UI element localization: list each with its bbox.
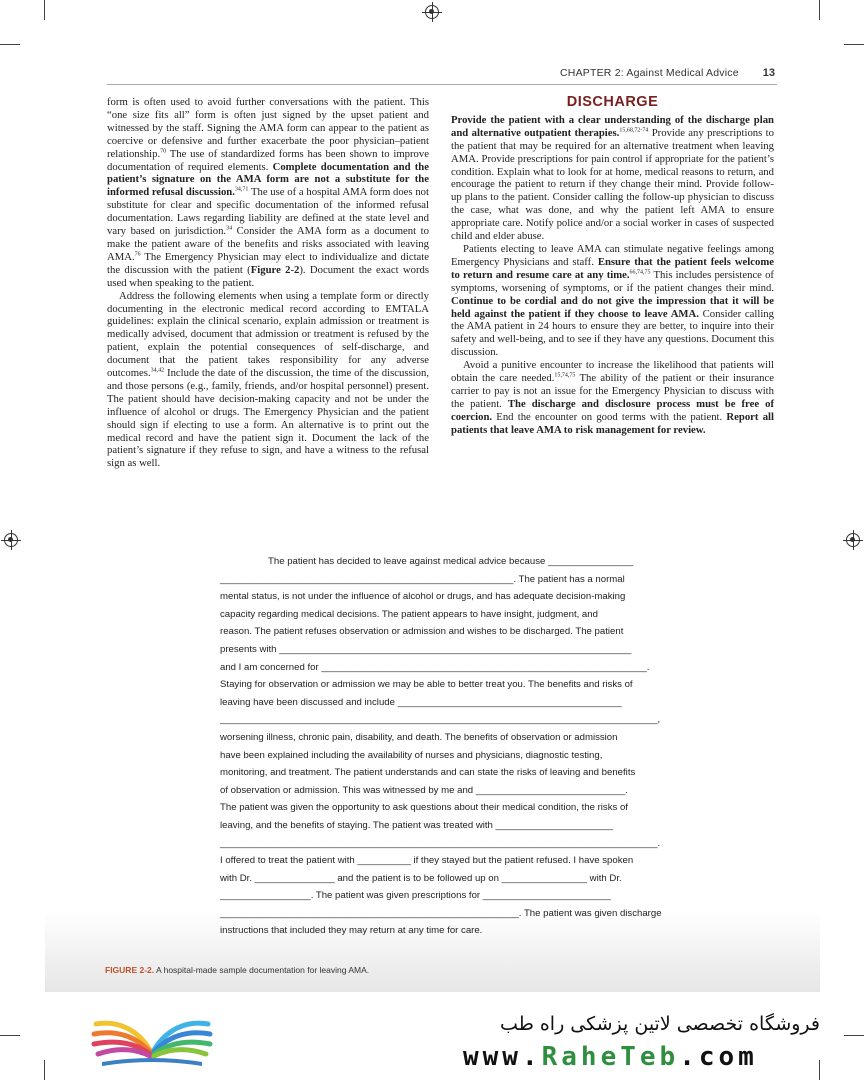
text-run: Avoid a punitive encounter to increase the likelihood that patients will obtain the care needed. xyxy=(451,359,774,385)
form-line: have been explained including the availability of nurses and physicians, diagnostic testing, xyxy=(220,749,603,761)
bold-text: Complete documentation and the patient’s signature on the AMA form are not a substitute for the informed refusal discussion. xyxy=(107,160,429,199)
url-highlight: RaheTeb xyxy=(541,1042,680,1072)
right-text-column xyxy=(451,96,774,437)
url-prefix: www. xyxy=(463,1042,542,1072)
form-line: monitoring, and treatment. The patient understands and can state the risks of leaving and benefits xyxy=(220,767,636,779)
crop-mark xyxy=(844,1035,864,1036)
discharge-body xyxy=(451,114,774,437)
citation-superscript: 70 xyxy=(160,148,167,155)
form-line: with Dr. _______________ and the patient is to be followed up on ________________ with Dr. xyxy=(220,872,622,884)
section-heading-discharge: DISCHARGE xyxy=(566,94,659,110)
form-line: __________________________________________________________________________________. xyxy=(220,837,661,849)
crop-mark xyxy=(819,0,820,20)
citation-superscript: 76 xyxy=(134,251,141,258)
text-run: The use of standardized forms has been shown to improve documentation of required elements. xyxy=(107,147,429,173)
form-line: and I am concerned for _____________________________________________________________. xyxy=(220,661,650,673)
form-line: The patient has decided to leave against medical advice because ________________ xyxy=(268,556,634,567)
form-line: leaving have been discussed and include __________________________________________ xyxy=(220,696,622,708)
citation-superscript: 34,71 xyxy=(234,186,249,193)
paragraph xyxy=(107,96,429,290)
form-line: reason. The patient refuses observation or admission and wishes to be discharged. The patient xyxy=(220,626,624,638)
crop-mark xyxy=(844,44,864,45)
bold-text: Ensure that the patient feels welcome to return and resume care at any time. xyxy=(451,255,774,281)
brand-url[interactable] xyxy=(463,1042,758,1072)
bold-text: The discharge and disclosure process must be free of coercion. xyxy=(451,397,775,423)
form-line: instructions that included they may return at any time for care. xyxy=(220,925,483,937)
citation-superscript: 66,74,75 xyxy=(629,269,651,276)
citation-superscript: 15,68,72-74 xyxy=(619,127,649,134)
left-text-column xyxy=(107,96,429,470)
form-line: worsening illness, chronic pain, disability, and death. The benefits of observation or admission xyxy=(220,731,618,743)
form-line: presents with __________________________________________________________________ xyxy=(220,643,632,655)
form-line: _________________. The patient was given prescriptions for ________________________ xyxy=(220,890,611,902)
form-line: I offered to treat the patient with __________ if they stayed but the patient refused. I have spoken xyxy=(220,855,634,867)
crop-mark xyxy=(819,1060,820,1080)
text-run: This includes persistence of symptoms, worsening of symptoms, or if the patient changes their mind. xyxy=(451,268,774,294)
figure-caption xyxy=(105,965,369,975)
form-line: The patient was given the opportunity to ask questions about their medical condition, the risks of xyxy=(220,802,628,814)
page-number: 13 xyxy=(762,67,775,79)
form-line: capacity regarding medical decisions. The patient appears to have insight, judgment, and xyxy=(220,608,598,620)
form-line: _______________________________________________________. The patient has a normal xyxy=(220,573,625,585)
form-line: of observation or admission. This was witnessed by me and ____________________________. xyxy=(220,784,628,796)
text-run: Address the following elements when using a template form or directly documenting in the electronic medical record according to EMTALA guidelines: explain the clinical scenario, explain admission or treatment is medically advised, document that admission or treatment is refused by the patient, explain the potential consequences of self-discharge, and document that the patient takes responsibility for any adverse outcomes. xyxy=(107,289,429,380)
crop-mark xyxy=(44,1060,45,1080)
form-line: leaving, and the benefits of staying. The patient was treated with ______________________ xyxy=(220,819,613,831)
form-line: Staying for observation or admission we may be able to better treat you. The benefits and risks of xyxy=(220,679,633,691)
text-run: ). Document the exact words used when speaking to the patient. xyxy=(107,263,430,289)
bold-text: Report all patients that leave AMA to risk management for review. xyxy=(451,410,774,436)
citation-superscript: 34 xyxy=(226,225,233,232)
bold-text: Continue to be cordial and do not give the impression that it will be held against the patient if they choose to leave AMA. xyxy=(451,294,774,320)
figure-2-2 xyxy=(45,540,820,992)
ama-documentation-form xyxy=(220,553,660,940)
crop-mark xyxy=(44,0,45,20)
text-run: Include the date of the discussion, the time of the discussion, and those persons (e.g., family, friends, and/or hospital personnel) present. The patient should have decision-making capacity and not be under the influence of alcohol or drugs. The Emergency Physician and the patient should sign if electing to use a form. An alternative is to print out the medical record and have the patient sign it. Document the lack of the patient’s signature if they refuse to sign, and have a witness to the refusal sign as well. xyxy=(107,367,429,470)
open-book-logo-icon xyxy=(88,1010,216,1072)
text-run: The ability of the patient or their insurance carrier to pay is not an issue for the Emergency Physician to discuss with the patient. xyxy=(451,372,774,410)
chapter-title: CHAPTER 2: Against Medical Advice xyxy=(560,67,739,79)
text-run: form is often used to avoid further conversations with the patient. This “one size fits all” form is often just signed by the upset patient and witnessed by the staff. Signing the AMA form can appear to the patient as coercive or defensive and further exacerbate the poor physician–patient relationship. xyxy=(107,96,429,160)
paragraph xyxy=(451,114,774,243)
citation-superscript: 15,74,75 xyxy=(554,372,576,379)
paragraph xyxy=(107,290,429,471)
crop-mark xyxy=(0,44,20,45)
text-run: The Emergency Physician may elect to individualize and dictate the discussion with the patient ( xyxy=(107,250,429,276)
text-run: The use of a hospital AMA form does not substitute for clear and specific documentation of the informed refusal documentation. Laws regarding liability are defined at the state level and vary based on jurisdiction. xyxy=(107,186,429,238)
text-run: End the encounter on good terms with the patient. xyxy=(492,410,727,423)
text-run: Provide any prescriptions to the patient that may be required for an alternative treatment when leaving AMA. Provide prescriptions for pain control if appropriate for the patient’s condition. Explain what to look for at home, medical reasons to return, and encourage the patient to return if they change their mind. Provide follow-up plans to the patient. Consider calling the follow-up physician to discuss the case, what was done, and why the patient left AMA to ensure appropriate care. Notify police and/or a social worker in cases of suspected child and elder abuse. xyxy=(451,126,774,243)
paragraph xyxy=(451,359,774,436)
text-run: Consider calling the AMA patient in 24 hours to ensure they are better, to inquire into their safety and well-being, and to see if they have any questions. Document this discussion. xyxy=(451,307,774,359)
form-line: mental status, is not under the influence of alcohol or drugs, and has adequate decision-making xyxy=(220,591,626,603)
text-run: Patients electing to leave AMA can stimulate negative feelings among Emergency Physicians and staff. xyxy=(451,242,774,268)
crop-mark xyxy=(0,1035,20,1036)
form-line: __________________________________________________________________________________, xyxy=(220,714,661,726)
url-suffix: .com xyxy=(679,1042,758,1072)
registration-mark-icon xyxy=(425,5,439,19)
citation-superscript: 34,42 xyxy=(150,367,165,374)
brand-persian-name: فروشگاه تخصصی لاتین پزشکی راه طب xyxy=(500,1013,820,1035)
form-line: ________________________________________________________. The patient was given discharge xyxy=(220,907,662,919)
bold-text: Provide the patient with a clear understanding of the discharge plan and alternative outpatient therapies. xyxy=(451,113,774,139)
registration-mark-icon xyxy=(846,533,860,547)
text-run: Consider the AMA form as a document to make the patient aware of the benefits and risks associated with leaving AMA. xyxy=(107,225,429,263)
header-rule xyxy=(107,84,777,85)
figure-caption-text: A hospital-made sample documentation for leaving AMA. xyxy=(156,965,370,975)
figure-label: FIGURE 2-2. xyxy=(105,965,155,975)
registration-mark-icon xyxy=(4,533,18,547)
bold-text: Figure 2-2 xyxy=(250,263,300,276)
paragraph xyxy=(451,243,774,359)
